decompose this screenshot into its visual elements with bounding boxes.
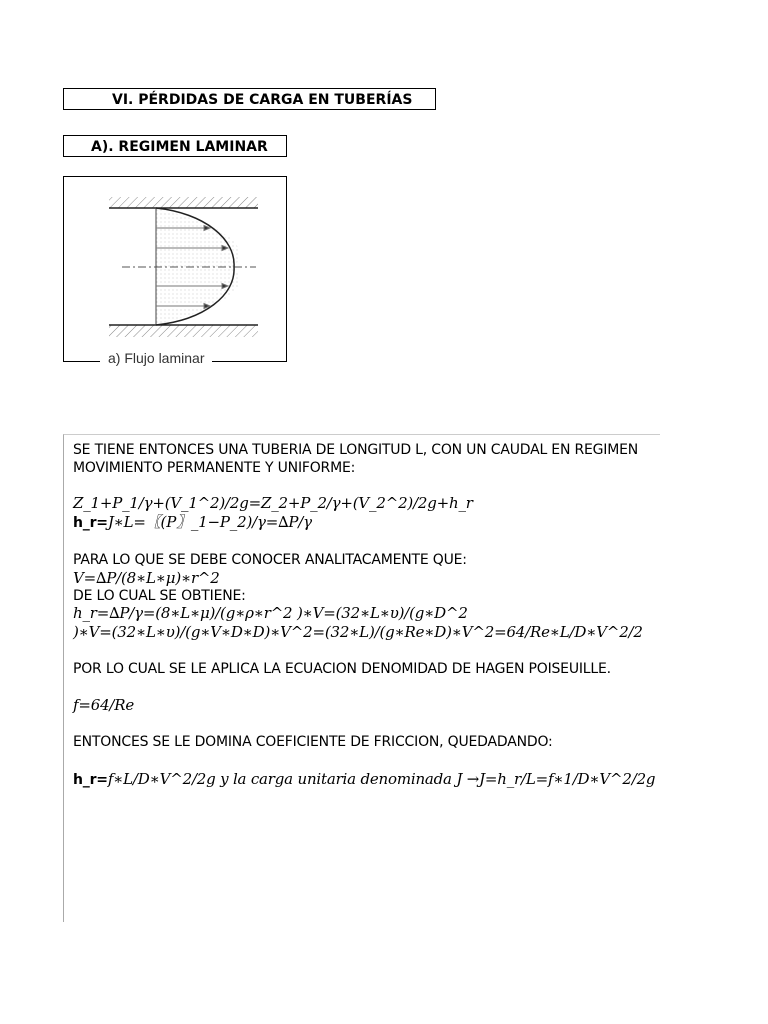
velocity-equation: V=∆P/(8∗L∗μ)∗r^2 [73, 569, 220, 587]
friction-coefficient-line: ENTONCES SE LE DOMINA COEFICIENTE DE FRICCION, QUEDADANDO: [73, 734, 553, 750]
intro-line-1: SE TIENE ENTONCES UNA TUBERIA DE LONGITUD L, CON UN CAUDAL EN REGIMEN [73, 442, 639, 458]
content-text-box [63, 434, 660, 922]
section-title-text: VI. PÉRDIDAS DE CARGA EN TUBERÍAS [112, 92, 413, 108]
intro-line-2: MOVIMIENTO PERMANENTE Y UNIFORME: [73, 460, 356, 476]
section-title [63, 88, 436, 110]
subsection-title [63, 135, 287, 157]
analytic-line: PARA LO QUE SE DEBE CONOCER ANALITACAMENTE QUE: [73, 552, 467, 568]
final-equation [73, 771, 655, 789]
long-equation-line-2: )∗V=(32∗L∗υ)/(g∗V∗D∗D)∗V^2=(32∗L)/(g∗Re∗D)∗V^2=64/Re∗L/D∗V^2/2 [73, 623, 643, 641]
subsection-title-text: A). REGIMEN LAMINAR [91, 139, 268, 155]
laminar-flow-diagram [64, 177, 286, 361]
head-loss-expression: J∗L=〖(P〗_1−P_2)/γ=∆P/γ [107, 513, 312, 531]
head-loss-label: h_r= [73, 515, 108, 531]
bernoulli-equation: Z_1+P_1/γ+(V_1^2)/2g=Z_2+P_2/γ+(V_2^2)/2g+h_r [73, 494, 473, 512]
final-equation-expression: f∗L/D∗V^2/2g y la carga unitaria denominada J →J=h_r/L=f∗1/D∗V^2/2g [107, 770, 656, 788]
hagen-poiseuille-line: POR LO CUAL SE LE APLICA LA ECUACION DENOMIDAD DE HAGEN POISEUILLE. [73, 661, 611, 677]
pipe-bottom-wall [109, 325, 258, 337]
long-equation-line-1: h_r=∆P/γ=(8∗L∗μ)/(g∗ρ∗r^2 )∗V=(32∗L∗υ)/(g∗D^2 [73, 604, 468, 622]
laminar-flow-figure [63, 176, 287, 366]
pipe-top-wall [109, 197, 258, 208]
head-loss-equation [73, 514, 312, 532]
figure-caption: a) Flujo laminar [100, 349, 212, 367]
friction-equation: f=64/Re [73, 696, 135, 714]
obtains-line: DE LO CUAL SE OBTIENE: [73, 588, 246, 604]
final-equation-label: h_r= [73, 772, 108, 788]
